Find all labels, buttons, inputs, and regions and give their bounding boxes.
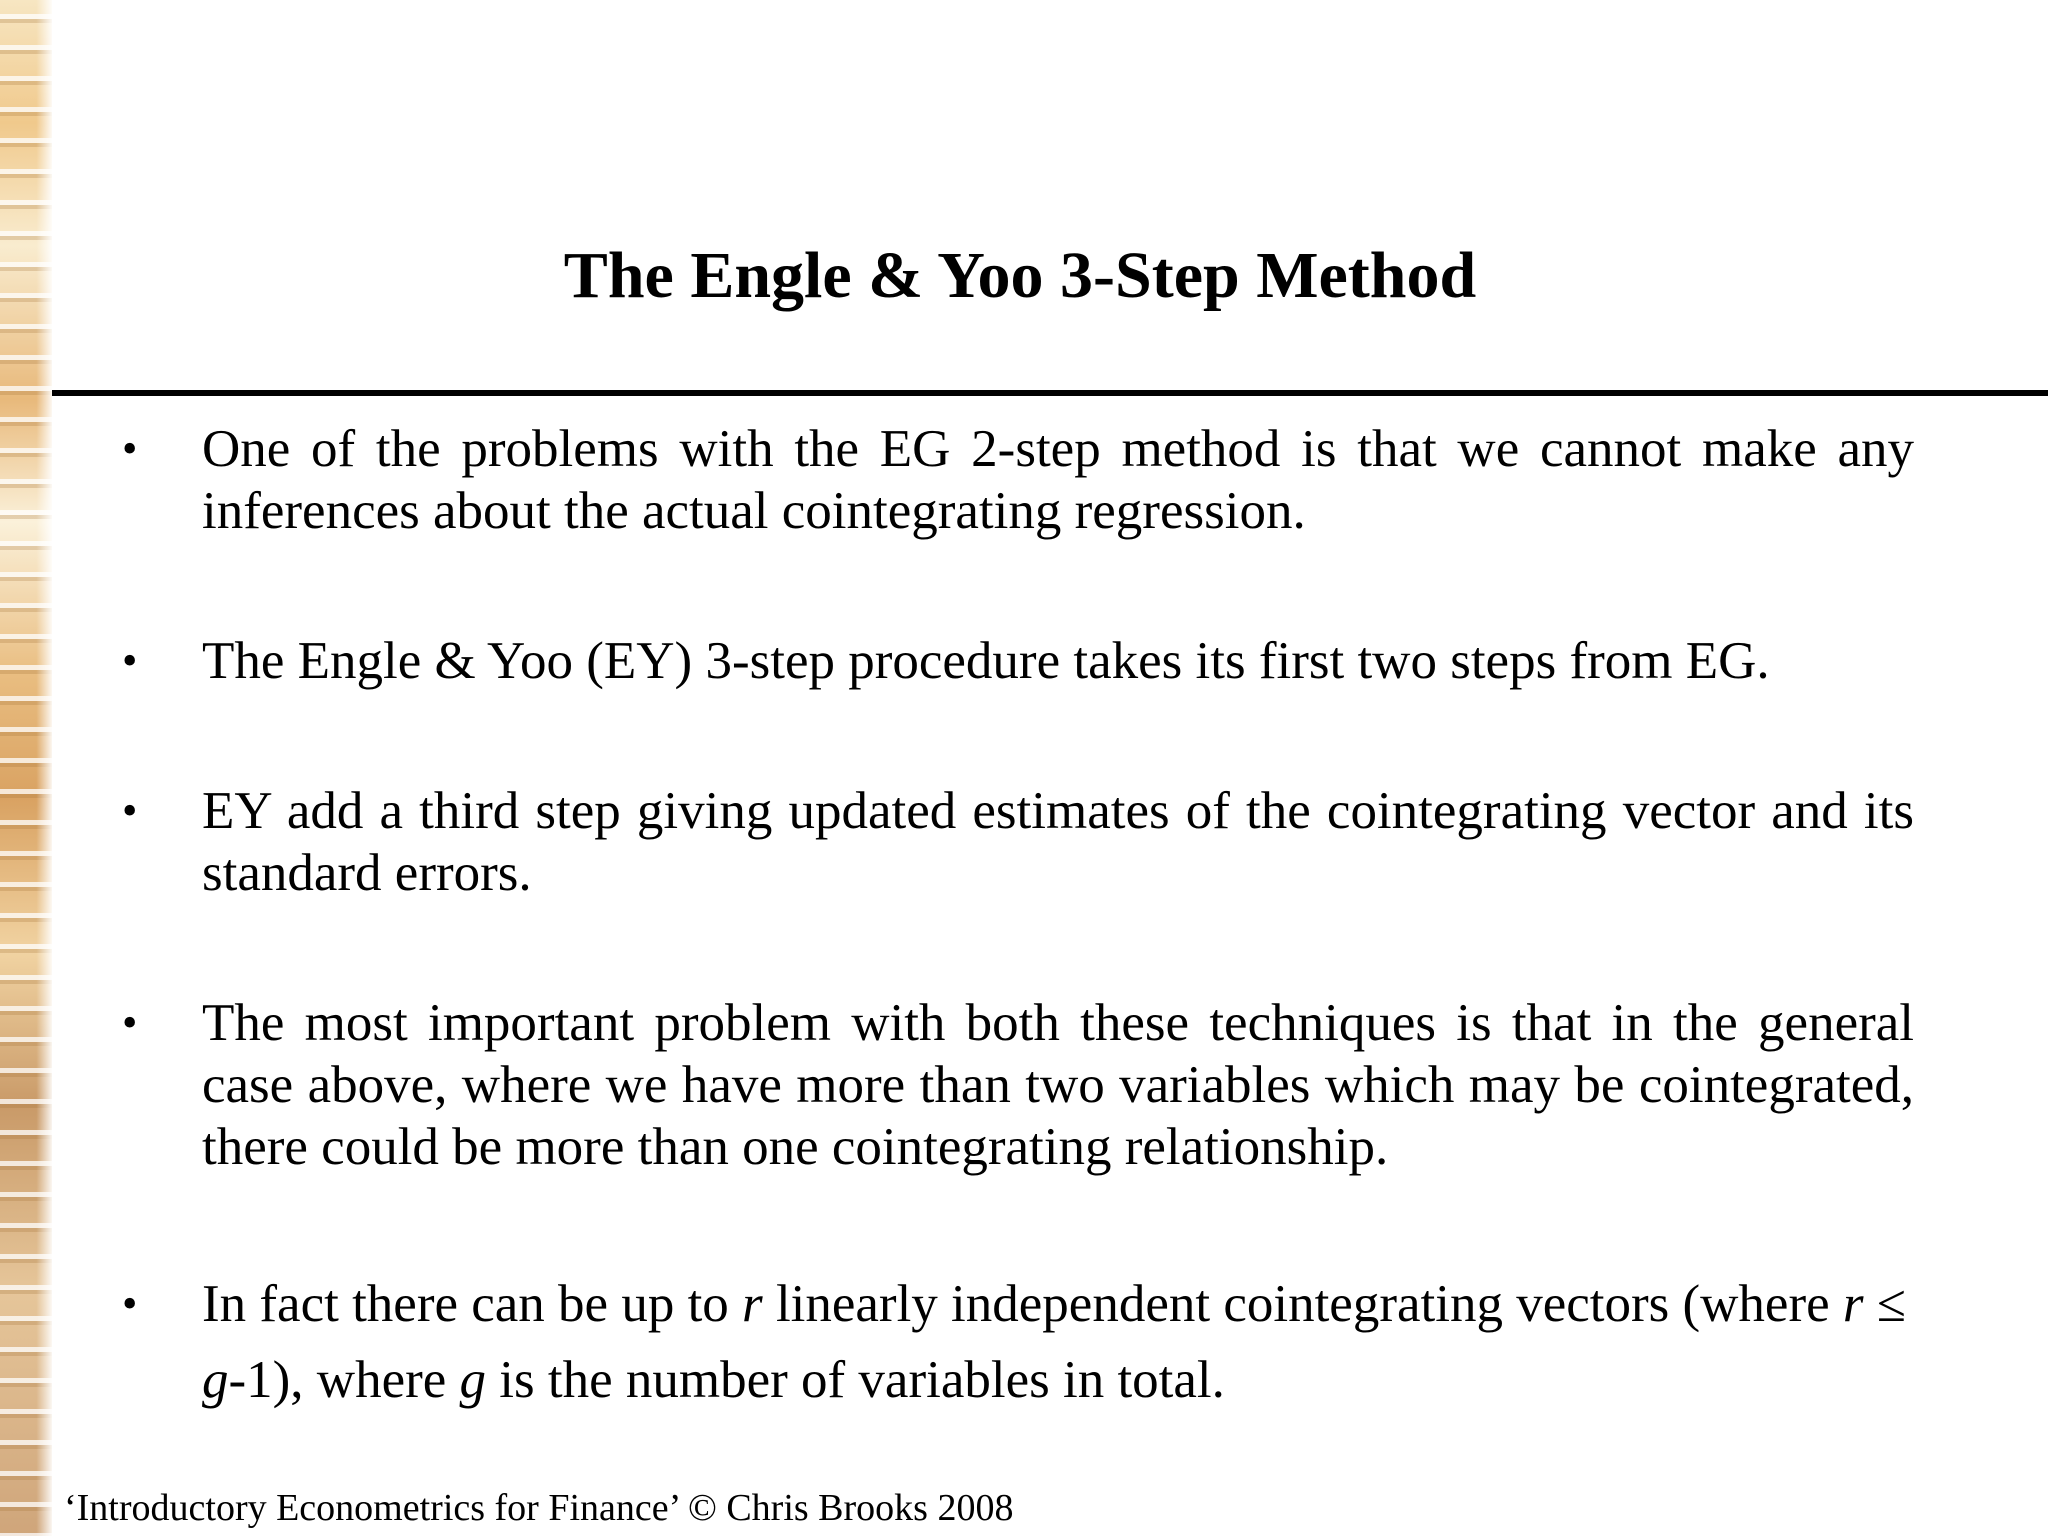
bullet-text-part: -1), where	[228, 1351, 460, 1409]
bullet-text-part: is the number of variables in total.	[486, 1351, 1225, 1409]
bullet-text: EY add a third step giving updated estimates of the cointegrating vector and its standard errors.	[202, 782, 1914, 902]
slide-title-text: The Engle & Yoo 3-Step Method	[563, 239, 1477, 312]
bullet-item	[110, 418, 1914, 542]
bullet-text: One of the problems with the EG 2-step method is that we cannot make any inferences about the actual cointegrating regression.	[202, 420, 1914, 540]
math-variable-g: g	[459, 1351, 487, 1409]
bullet-item	[110, 992, 1914, 1178]
bullet-item	[110, 630, 1914, 692]
math-leq-symbol: ≤	[1863, 1275, 1906, 1333]
math-variable-r: r	[1842, 1275, 1864, 1333]
bullet-text: The most important problem with both these techniques is that in the general case above, where we have more than two variables which may be cointegrated, there could be more than one cointegrating relationship.	[202, 994, 1914, 1176]
bullet-dot-icon: •	[122, 424, 138, 473]
bullet-dot-icon: •	[122, 1279, 138, 1328]
decorative-side-strip-fade	[0, 0, 52, 1536]
bullet-item	[110, 780, 1914, 904]
math-variable-r: r	[742, 1275, 763, 1333]
bullet-item	[110, 1266, 1914, 1418]
slide-footer: ‘Introductory Econometrics for Finance’ © Chris Brooks 2008	[64, 1487, 1014, 1529]
bullet-text-part: linearly independent cointegrating vectors (where	[762, 1275, 1843, 1333]
bullet-text-part: In fact there can be up to	[202, 1275, 743, 1333]
slide-title	[52, 240, 2048, 313]
bullet-list	[110, 418, 1914, 1418]
title-divider	[52, 390, 2048, 396]
bullet-dot-icon: •	[122, 786, 138, 835]
math-variable-g: g	[202, 1351, 229, 1409]
bullet-dot-icon: •	[122, 998, 138, 1047]
bullet-text: The Engle & Yoo (EY) 3-step procedure takes its first two steps from EG.	[202, 632, 1770, 690]
bullet-dot-icon: •	[122, 636, 138, 685]
